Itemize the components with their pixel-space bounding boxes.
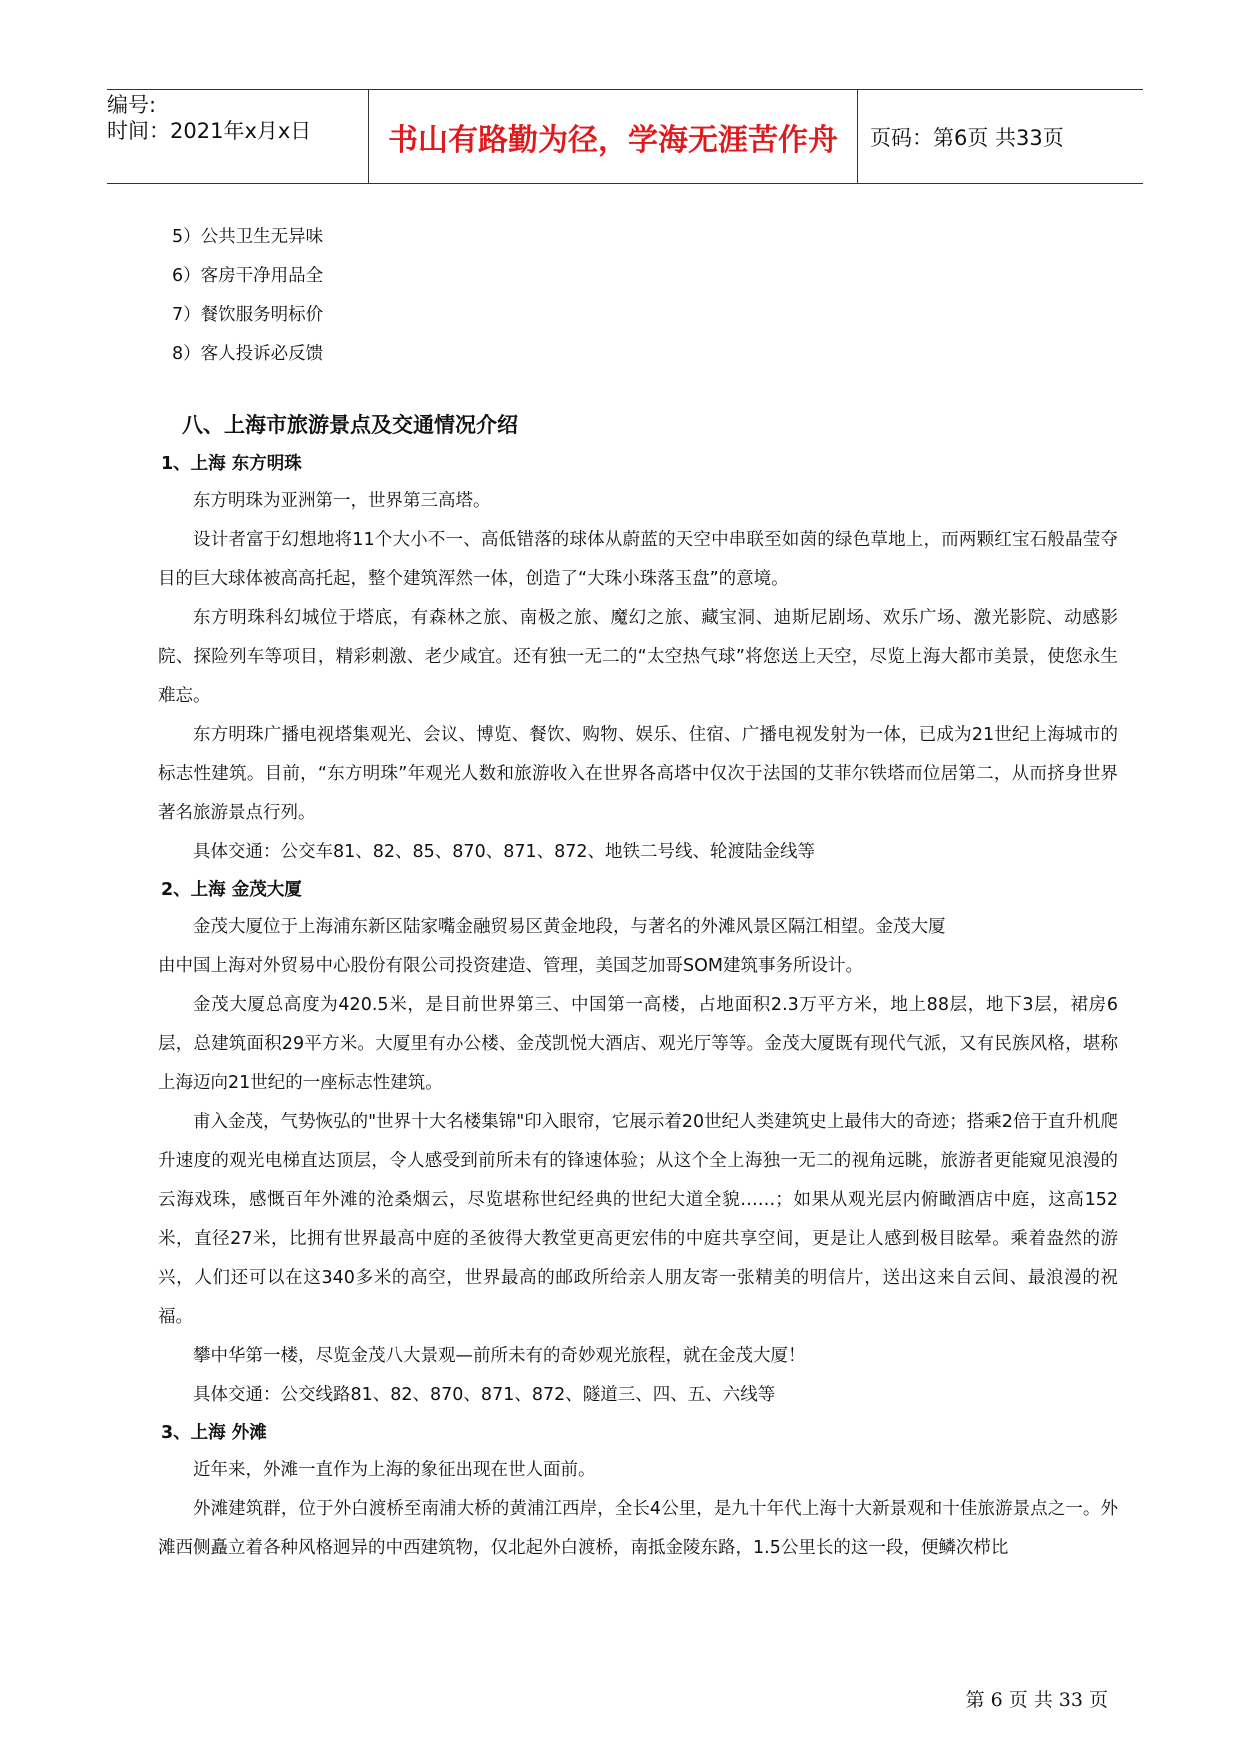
paragraph: 东方明珠为亚洲第一，世界第三高塔。 [193, 491, 491, 511]
paragraph: 设计者富于幻想地将11个大小不一、高低错落的球体从蔚蓝的天空中串联至如茵的绿色草地上，而两颗红宝石般晶莹夺目的巨大球体被高高托起，整个建筑浑然一体，创造了“大珠小珠落玉盘”的意境。 [158, 530, 1118, 589]
time-label: 时间：2021年x月x日 [107, 119, 312, 143]
list-item: 5）公共卫生无异味 [172, 227, 324, 247]
paragraph: 攀中华第一楼，尽览金茂八大景观—前所未有的奇妙观光旅程，就在金茂大厦！ [193, 1346, 806, 1366]
section-heading: 八、上海市旅游景点及交通情况介绍 [182, 413, 518, 437]
paragraph: 东方明珠广播电视塔集观光、会议、博览、餐饮、购物、娱乐、住宿、广播电视发射为一体，已成为21世纪上海城市的标志性建筑。目前，“东方明珠”年观光人数和旅游收入在世界各高塔中仅次于法国的艾菲尔铁塔而位居第二，从而挤身世界著名旅游景点行列。 [158, 725, 1118, 823]
serial-number-label: 编号: [107, 93, 157, 117]
subsection-heading-bund: 3、上海 外滩 [161, 1423, 267, 1443]
paragraph: 外滩建筑群，位于外白渡桥至南浦大桥的黄浦江西岸，全长4公里，是九十年代上海十大新景观和十佳旅游景点之一。外滩西侧矗立着各种风格迥异的中西建筑物，仅北起外白渡桥，南抵金陵东路，1.5公里长的这一段，便鳞次栉比 [158, 1499, 1118, 1558]
paragraph: 甫入金茂，气势恢弘的"世界十大名楼集锦"印入眼帘，它展示着20世纪人类建筑史上最伟大的奇迹；搭乘2倍于直升机爬升速度的观光电梯直达顶层，令人感受到前所未有的锋速体验；从这个全上海独一无二的视角远眺，旅游者更能窥见浪漫的云海戏珠，感慨百年外滩的沧桑烟云，尽览堪称世纪经典的世纪大道全貌……；如果从观光层内俯瞰酒店中庭，这高152米，直径27米，比拥有世界最高中庭的圣彼得大教堂更高更宏伟的中庭共享空间，更是让人感到极目眩晕。乘着盎然的游兴，人们还可以在这340多米的高空，世界最高的邮政所给亲人朋友寄一张精美的明信片，送出这来自云间、最浪漫的祝福。 [158, 1112, 1118, 1327]
page-header [107, 89, 1143, 184]
document-body [158, 218, 1118, 1568]
paragraph: 东方明珠科幻城位于塔底，有森林之旅、南极之旅、魔幻之旅、藏宝洞、迪斯尼剧场、欢乐广场、激光影院、动感影院、探险列车等项目，精彩刺激、老少咸宜。还有独一无二的“太空热气球”将您送上天空，尽览上海大都市美景，使您永生难忘。 [158, 608, 1118, 706]
subsection-heading-jinmao: 2、上海 金茂大厦 [161, 880, 302, 900]
header-left-cell [107, 90, 369, 183]
paragraph: 金茂大厦总高度为420.5米，是目前世界第三、中国第一高楼，占地面积2.3万平方米，地上88层，地下3层，裙房6层，总建筑面积29平方米。大厦里有办公楼、金茂凯悦大酒店、观光厅等等。金茂大厦既有现代气派，又有民族风格，堪称上海迈向21世纪的一座标志性建筑。 [158, 995, 1118, 1093]
list-item: 8）客人投诉必反馈 [172, 344, 324, 364]
paragraph-traffic: 具体交通：公交车81、82、85、870、871、872、地铁二号线、轮渡陆金线等 [193, 842, 816, 862]
header-page-code: 页码：第6页 共33页 [870, 125, 1064, 150]
list-item: 7）餐饮服务明标价 [172, 305, 324, 325]
paragraph: 金茂大厦位于上海浦东新区陆家嘴金融贸易区黄金地段，与著名的外滩风景区隔江相望。金茂大厦 [193, 917, 946, 937]
paragraph-traffic: 具体交通：公交线路81、82、870、871、872、隧道三、四、五、六线等 [193, 1385, 776, 1405]
paragraph-continuation: 由中国上海对外贸易中心股份有限公司投资建造、管理，美国芝加哥SOM建筑事务所设计。 [158, 956, 863, 976]
header-motto: 书山有路勤为径，学海无涯苦作舟 [369, 90, 858, 183]
list-item: 6）客房干净用品全 [172, 266, 324, 286]
subsection-heading-pearl: 1、上海 东方明珠 [161, 454, 302, 474]
page-footer-number: 第 6 页 共 33 页 [965, 1689, 1108, 1711]
paragraph: 近年来，外滩一直作为上海的象征出现在世人面前。 [193, 1460, 596, 1480]
